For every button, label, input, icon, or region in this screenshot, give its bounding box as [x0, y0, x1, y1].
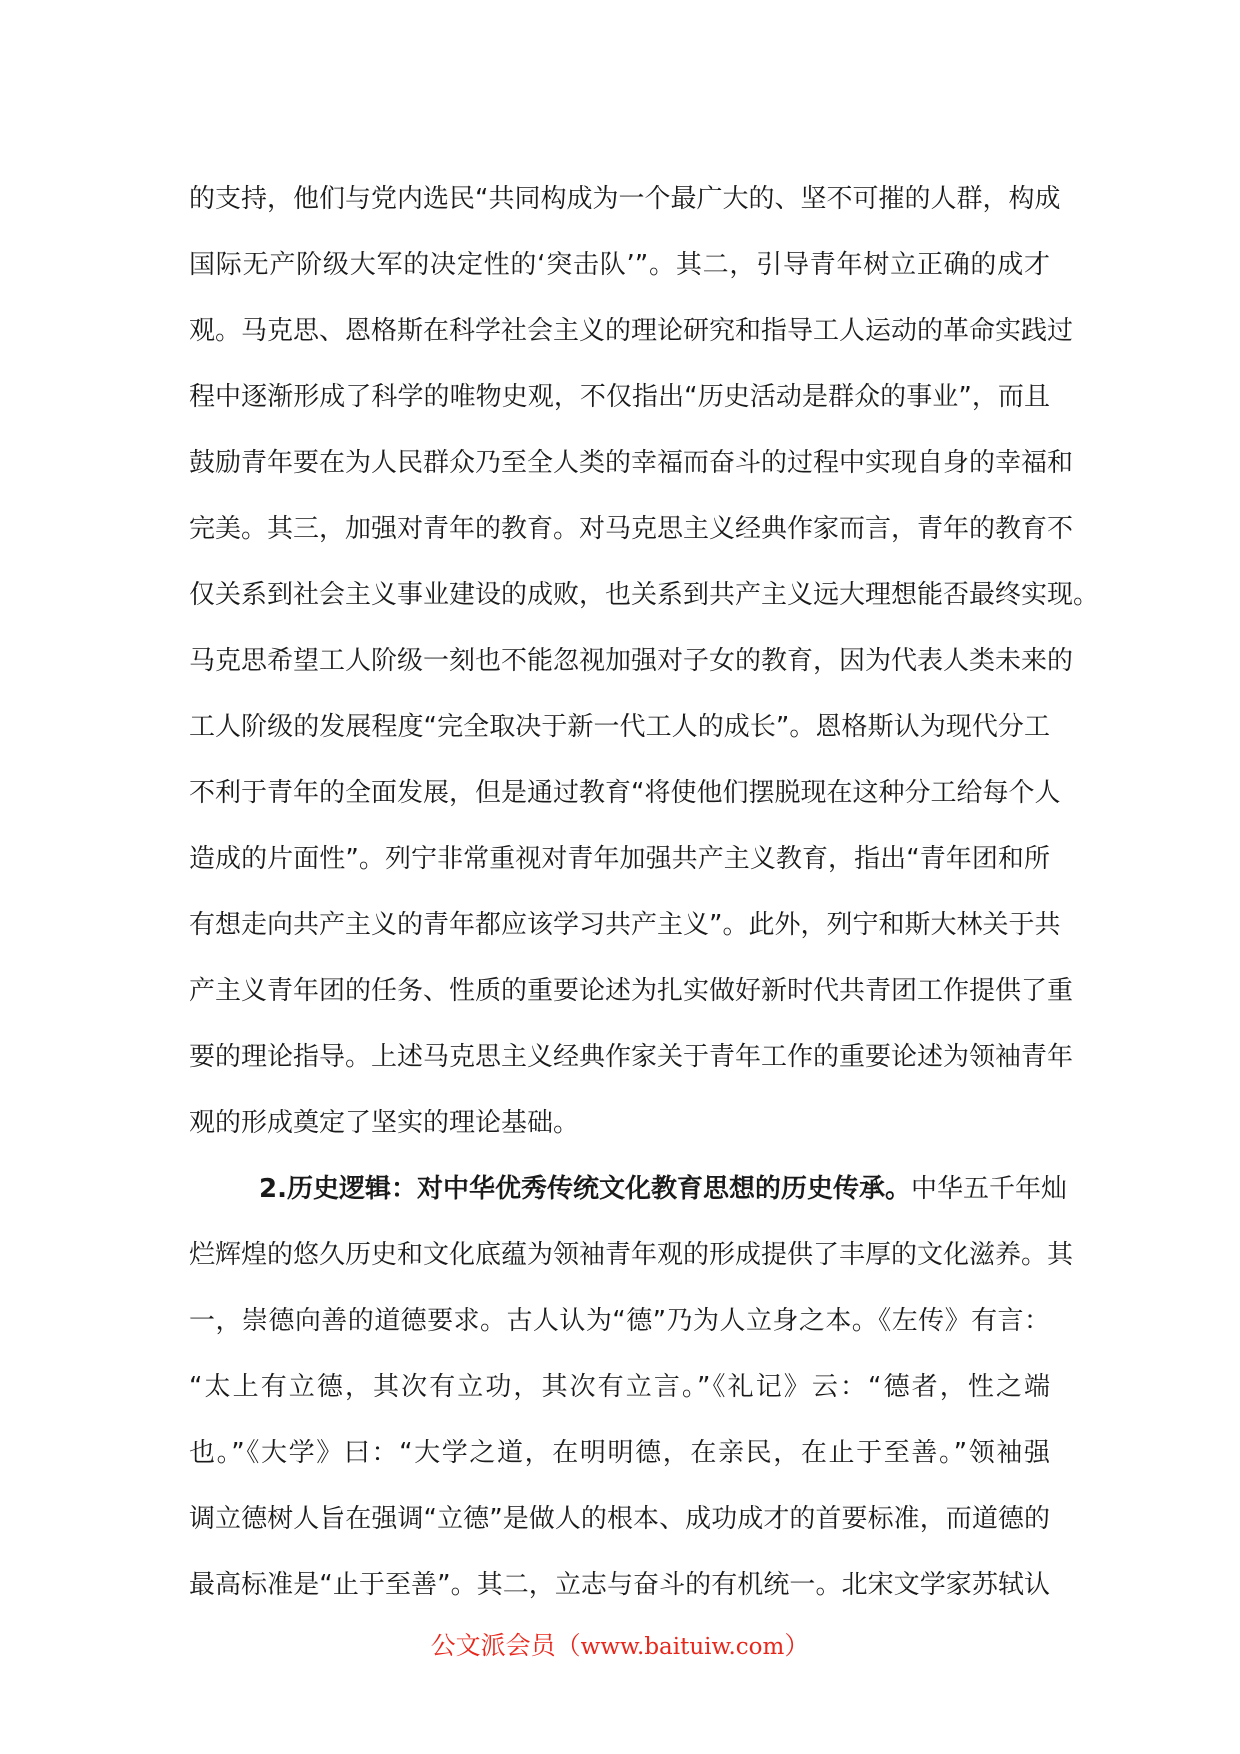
- footer-suffix: ）: [784, 1631, 810, 1660]
- text-line: “太上有立德，其次有立功，其次有立言。”《礼记》云：“德者，性之端: [189, 1372, 1050, 1402]
- text-line-last: 观的形成奠定了坚实的理论基础。: [189, 1108, 580, 1138]
- paragraph-theory: [189, 166, 1100, 1156]
- text-fragment: 中华五千年灿: [910, 1174, 1067, 1204]
- text-line: 一，崇德向善的道德要求。古人认为“德”乃为人立身之本。《左传》有言：: [189, 1306, 1050, 1336]
- paragraph-history: [189, 1156, 1074, 1618]
- text-line: 调立德树人旨在强调“立德”是做人的根本、成功成才的首要标准，而道德的: [189, 1504, 1050, 1534]
- text-line: 工人阶级的发展程度“完全取决于新一代工人的成长”。恩格斯认为现代分工: [189, 712, 1050, 742]
- text-line: 鼓励青年要在为人民群众乃至全人类的幸福而奋斗的过程中实现自身的幸福和: [189, 448, 1074, 478]
- text-line: 的支持，他们与党内选民“共同构成为一个最广大的、坚不可摧的人群，构成: [189, 184, 1061, 214]
- text-line: 程中逐渐形成了科学的唯物史观，不仅指出“历史活动是群众的事业”，而且: [189, 382, 1050, 412]
- footer-watermark: [0, 1628, 1240, 1665]
- text-line: 完美。其三，加强对青年的教育。对马克思主义经典作家而言，青年的教育不: [189, 514, 1074, 544]
- text-line: 也。”《大学》曰：“大学之道，在明明德，在亲民，在止于至善。”领袖强: [189, 1438, 1050, 1468]
- text-line-first: [189, 1156, 1067, 1222]
- text-line: 要的理论指导。上述马克思主义经典作家关于青年工作的重要论述为领袖青年: [189, 1042, 1074, 1072]
- text-line: 烂辉煌的悠久历史和文化底蕴为领袖青年观的形成提供了丰厚的文化滋养。其: [189, 1240, 1074, 1270]
- footer-prefix: 公文派会员（: [430, 1631, 581, 1660]
- text-line: 有想走向共产主义的青年都应该学习共产主义”。此外，列宁和斯大林关于共: [189, 910, 1061, 940]
- document-body: [189, 166, 1100, 1618]
- text-line: 不利于青年的全面发展，但是通过教育“将使他们摆脱现在这种分工给每个人: [189, 778, 1061, 808]
- text-line: 国际无产阶级大军的决定性的‘突击队’”。其二，引导青年树立正确的成才: [189, 250, 1050, 280]
- section-heading: 2.历史逻辑：对中华优秀传统文化教育思想的历史传承。: [259, 1174, 911, 1204]
- text-line: 观。马克思、恩格斯在科学社会主义的理论研究和指导工人运动的革命实践过: [189, 316, 1074, 346]
- text-line: 造成的片面性”。列宁非常重视对青年加强共产主义教育，指出“青年团和所: [189, 844, 1050, 874]
- text-line: 马克思希望工人阶级一刻也不能忽视加强对子女的教育，因为代表人类未来的: [189, 646, 1074, 676]
- text-line: 仅关系到社会主义事业建设的成败，也关系到共产主义远大理想能否最终实现。: [189, 580, 1100, 610]
- text-line: 最高标准是“止于至善”。其二，立志与奋斗的有机统一。北宋文学家苏轼认: [189, 1570, 1050, 1600]
- text-line: 产主义青年团的任务、性质的重要论述为扎实做好新时代共青团工作提供了重: [189, 976, 1074, 1006]
- footer-url-link[interactable]: www.baituiw.com: [580, 1634, 785, 1660]
